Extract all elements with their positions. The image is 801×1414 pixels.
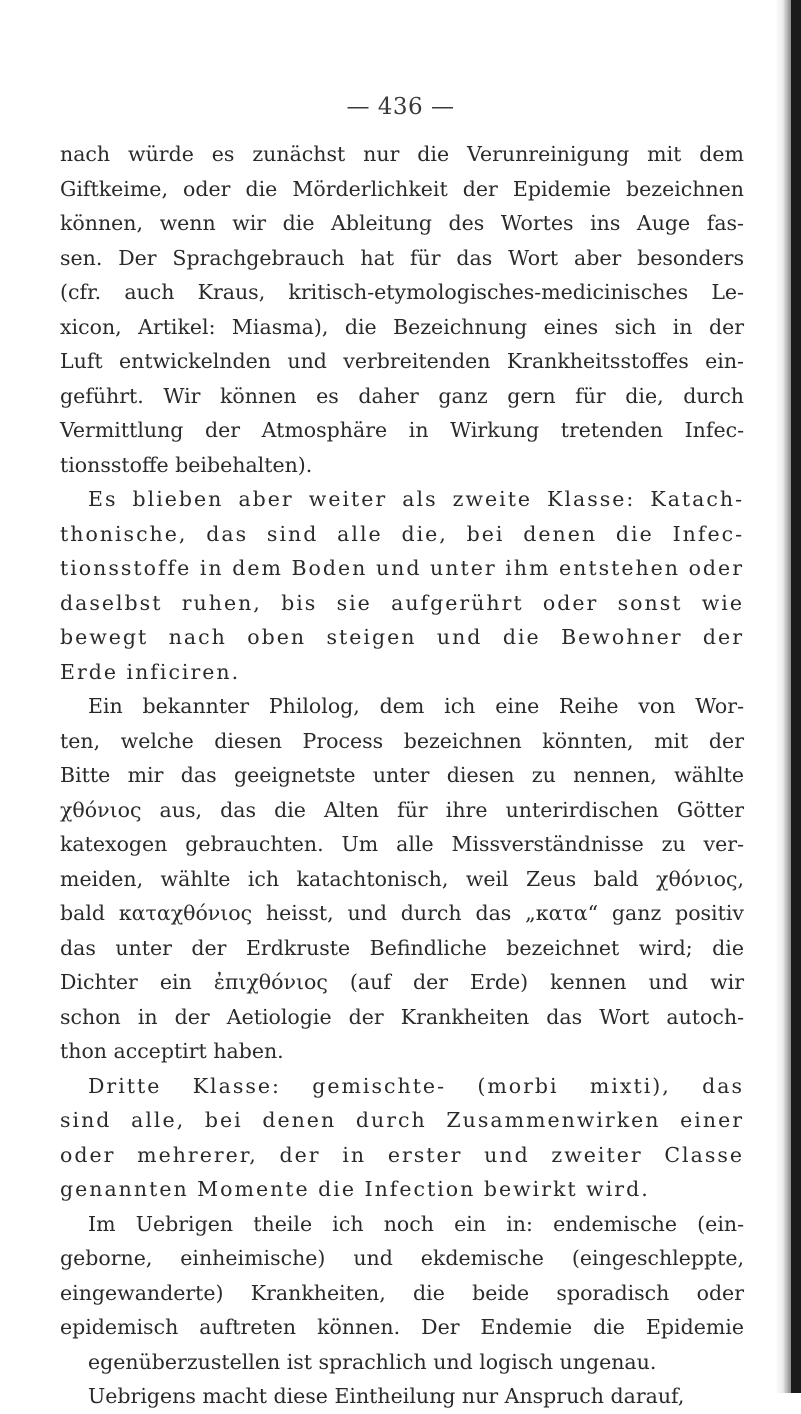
text-line: Luft entwickelnden und verbreitenden Krankheitsstoffes ein-	[60, 349, 744, 373]
text-line: Erde inficiren.	[60, 659, 241, 684]
text-line: Giftkeime, oder die Mörderlichkeit der Epidemie bezeichnen	[60, 176, 744, 201]
text-line: egenüberzustellen ist sprachlich und logisch ungenau.	[88, 1349, 657, 1374]
text-line: meiden, wählte ich katachtonisch, weil Zeus bald χθόνιος,	[60, 866, 744, 891]
text-line: Dritte Klasse: gemischte- (morbi mixti), das	[88, 1073, 744, 1098]
text-line: eingewanderte) Krankheiten, die beide sporadisch oder	[60, 1280, 744, 1305]
text-line: Es blieben aber weiter als zweite Klasse: Katach-	[88, 487, 744, 511]
text-line: Uebrigens macht diese Eintheilung nur Anspruch darauf,	[88, 1384, 685, 1408]
text-line: bald καταχθόνιος heisst, und durch das „κατα“ ganz positiv	[60, 901, 744, 925]
text-line: daselbst ruhen, bis sie aufgerührt oder sonst wie	[60, 590, 744, 615]
text-line: schon in der Aetiologie der Krankheiten das Wort autoch-	[60, 1004, 744, 1029]
text-line: Vermittlung der Atmosphäre in Wirkung tretenden Infec-	[60, 418, 744, 442]
text-line: das unter der Erdkruste Befindliche bezeichnet wird; die	[60, 935, 744, 960]
text-line: Ein bekannter Philolog, dem ich eine Reihe von Wor-	[88, 694, 744, 718]
text-line: können, wenn wir die Ableitung des Wortes ins Auge fas-	[60, 211, 744, 235]
text-line: katexogen gebrauchten. Um alle Missverständnisse zu ver-	[60, 832, 744, 856]
text-line: xicon, Artikel: Miasma), die Bezeichnung eines sich in der	[60, 314, 744, 339]
text-line: oder mehrerer, der in erster und zweiter Classe	[60, 1142, 744, 1167]
text-line: geführt. Wir können es daher ganz gern für die, durch	[60, 383, 744, 408]
text-line: (cfr. auch Kraus, kritisch-etymologisches-medicinisches Le-	[60, 280, 744, 304]
text-line: ten, welche diesen Process bezeichnen könnten, mit der	[60, 728, 744, 753]
text-line: tionsstoffe in dem Boden und unter ihm entstehen oder	[60, 556, 744, 580]
text-line: geborne, einheimische) und ekdemische (eingeschleppte,	[60, 1246, 744, 1270]
text-line: thonische, das sind alle die, bei denen die Infec-	[60, 521, 744, 546]
text-line: sen. Der Sprachgebrauch hat für das Wort aber besonders	[60, 245, 744, 270]
page-edge-binding	[791, 0, 801, 1393]
text-line: nach würde es zunächst nur die Verunreinigung mit dem	[60, 142, 744, 166]
text-line: bewegt nach oben steigen und die Bewohner der	[60, 625, 744, 649]
body-text	[60, 137, 744, 1414]
text-line: thon acceptirt haben.	[60, 1039, 284, 1063]
text-line: χθόνιος aus, das die Alten für ihre unterirdischen Götter	[60, 797, 744, 822]
text-line: sind alle, bei denen durch Zusammenwirken einer	[60, 1108, 744, 1132]
text-line: Im Uebrigen theile ich noch ein in: endemische (ein-	[88, 1211, 744, 1236]
text-line: Bitte mir das geeignetste unter diesen zu nennen, wählte	[60, 763, 744, 787]
text-line: Dichter ein ἐπιχθόνιος (auf der Erde) kennen und wir	[60, 970, 744, 994]
text-line: genannten Momente die Infection bewirkt wird.	[60, 1177, 650, 1201]
page-number: — 436 —	[346, 94, 455, 120]
text-line: tionsstoffe beibehalten).	[60, 452, 313, 477]
text-line: epidemisch auftreten können. Der Endemie die Epidemie	[60, 1315, 744, 1339]
